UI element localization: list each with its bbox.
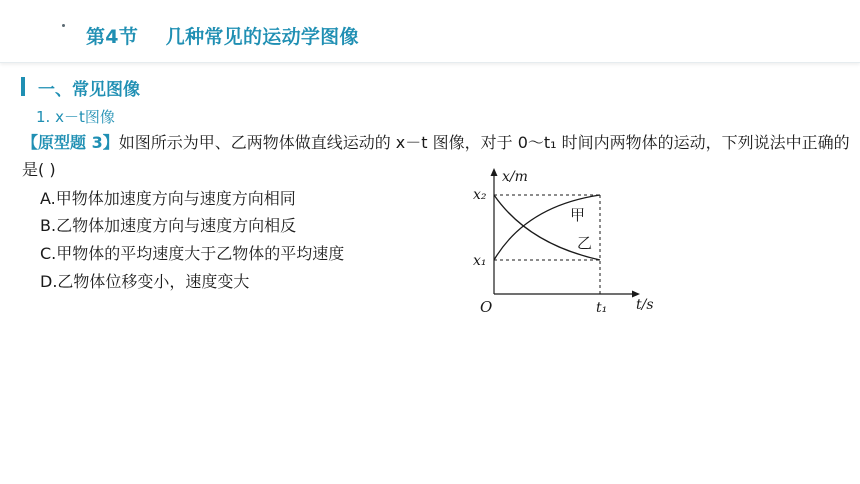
option-c[interactable]: C.甲物体的平均速度大于乙物体的平均速度 xyxy=(40,244,345,263)
origin-label: O xyxy=(480,298,493,316)
option-b[interactable]: B.乙物体加速度方向与速度方向相反 xyxy=(40,216,297,235)
option-d[interactable]: D.乙物体位移变小，速度变大 xyxy=(40,272,250,291)
t1-label: t₁ xyxy=(596,300,608,316)
header-dot-icon xyxy=(62,24,65,27)
option-a[interactable]: A.甲物体加速度方向与速度方向相同 xyxy=(40,189,296,208)
curve-yi-label: 乙 xyxy=(577,234,593,252)
y-axis-label: x/m xyxy=(502,169,528,185)
subsection-title: 1. x－t图像 xyxy=(36,108,115,126)
x-axis-label: t/s xyxy=(636,297,654,313)
header-bar xyxy=(0,0,860,63)
xt-graph xyxy=(466,162,666,322)
y-axis-arrow-icon xyxy=(491,168,498,176)
curve-jia-label: 甲 xyxy=(570,206,586,224)
question-body: 如图所示为甲、乙两物体做直线运动的 x－t 图像，对于 0～t₁ 时间内两物体的运动，下列说法中正确的是( ) xyxy=(22,133,850,179)
x2-label: x₂ xyxy=(473,187,487,203)
page-title: 第4节 几种常见的运动学图像 xyxy=(86,26,359,48)
question-tag: 【原型题 3】 xyxy=(22,133,119,152)
section-marker-icon xyxy=(21,77,25,96)
section-title: 一、常见图像 xyxy=(38,80,140,100)
question-text xyxy=(22,129,852,183)
x1-label: x₁ xyxy=(473,253,487,269)
